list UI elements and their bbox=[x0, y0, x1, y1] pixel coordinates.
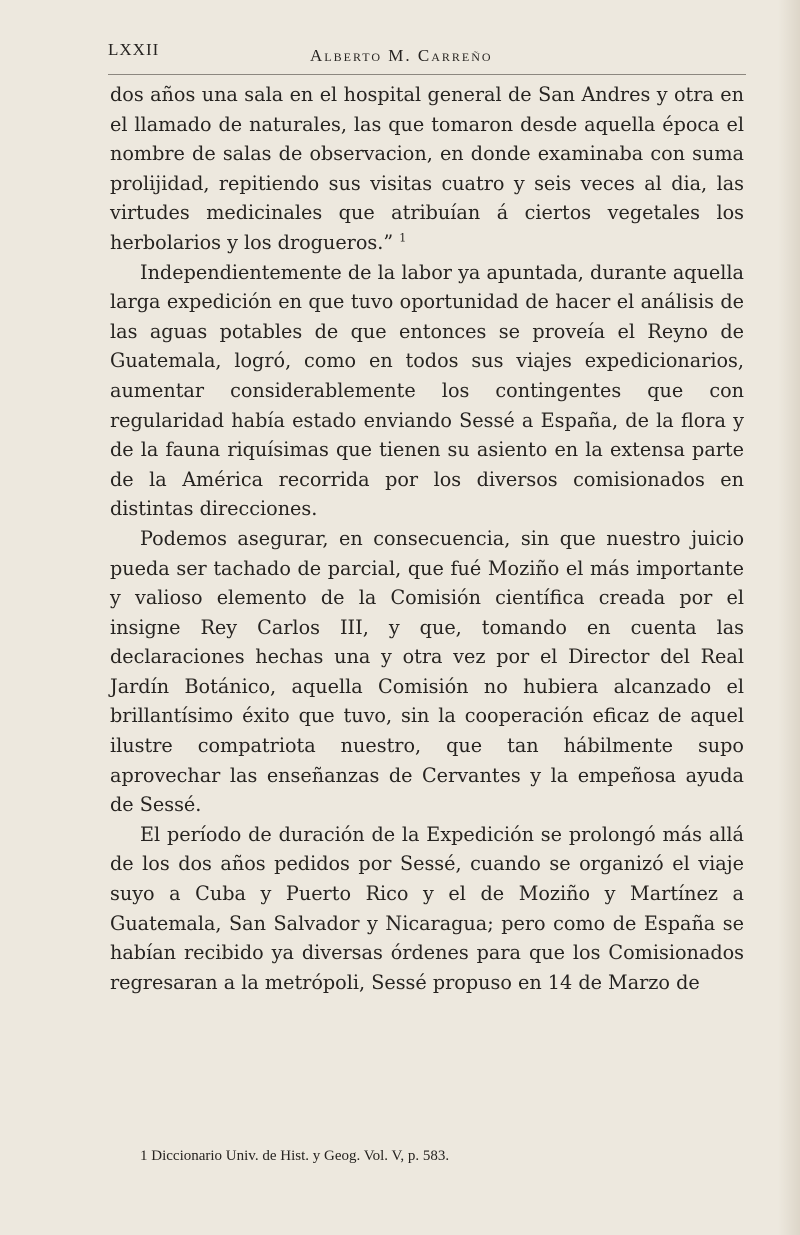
footnote-marker[interactable]: 1 bbox=[399, 231, 407, 245]
page-number: LXXII bbox=[108, 40, 160, 59]
running-head: Alberto M. Carreño bbox=[310, 46, 493, 65]
paragraph-1 bbox=[110, 80, 744, 258]
paragraph-2: Independientemente de la labor ya apuntada, durante aquella larga expedición en que tuvo oportunidad de hacer el análisis de las aguas potables de que entonces se proveía el Reyno de Guatemala, logró, como en todos sus viajes expedicionarios, aumentar considerablemente los contingentes que con regularidad había estado enviando Sessé a España, de la flora y de la fauna riquísimas que tienen su asiento en la extensa parte de la América recorrida por los diversos comisionados en distintas direcciones. bbox=[110, 260, 744, 521]
paragraph-4: El período de duración de la Expedición se prolongó más allá de los dos años pedidos por Sessé, cuando se organizó el viaje suyo a Cuba y Puerto Rico y el de Moziño y Martínez a Guatemala, San Salvador y Nicaragua; pero como de España se habían recibido ya diversas órdenes para que los Comisionados regresaran a la metrópoli, Sessé propuso en 14 de Marzo de bbox=[110, 822, 744, 994]
paragraph-3: Podemos asegurar, en consecuencia, sin que nuestro juicio pueda ser tachado de parcial, que fué Moziño el más importante y valioso elemento de la Comisión científica creada por el insigne Rey Carlos III, y que, tomando en cuenta las declaraciones hechas una y otra vez por el Director del Real Jardín Botánico, aquella Comisión no hubiera alcanzado el brillantísimo éxito que tuvo, sin la cooperación eficaz de aquel ilustre compatriota nuestro, que tan hábilmente supo aprovechar las enseñanzas de Cervantes y la empeñosa ayuda de Sessé. bbox=[110, 526, 744, 817]
page-edge-shadow bbox=[778, 0, 800, 1235]
body-text bbox=[110, 80, 744, 997]
header-rule bbox=[108, 74, 746, 75]
page-header bbox=[108, 40, 738, 74]
footnote: 1 Diccionario Univ. de Hist. y Geog. Vol. V, p. 583. bbox=[140, 1148, 450, 1164]
paragraph-1-text: dos años una sala en el hospital general de San Andres y otra en el llamado de naturales, las que tomaron desde aquella época el nombre de salas de observacion, en donde examinaba con suma prolijidad, repitiendo sus visitas cuatro y seis veces al dia, las virtudes medicinales que atribuían á ciertos vegetales los herbolarios y los drogueros.” bbox=[110, 83, 744, 254]
